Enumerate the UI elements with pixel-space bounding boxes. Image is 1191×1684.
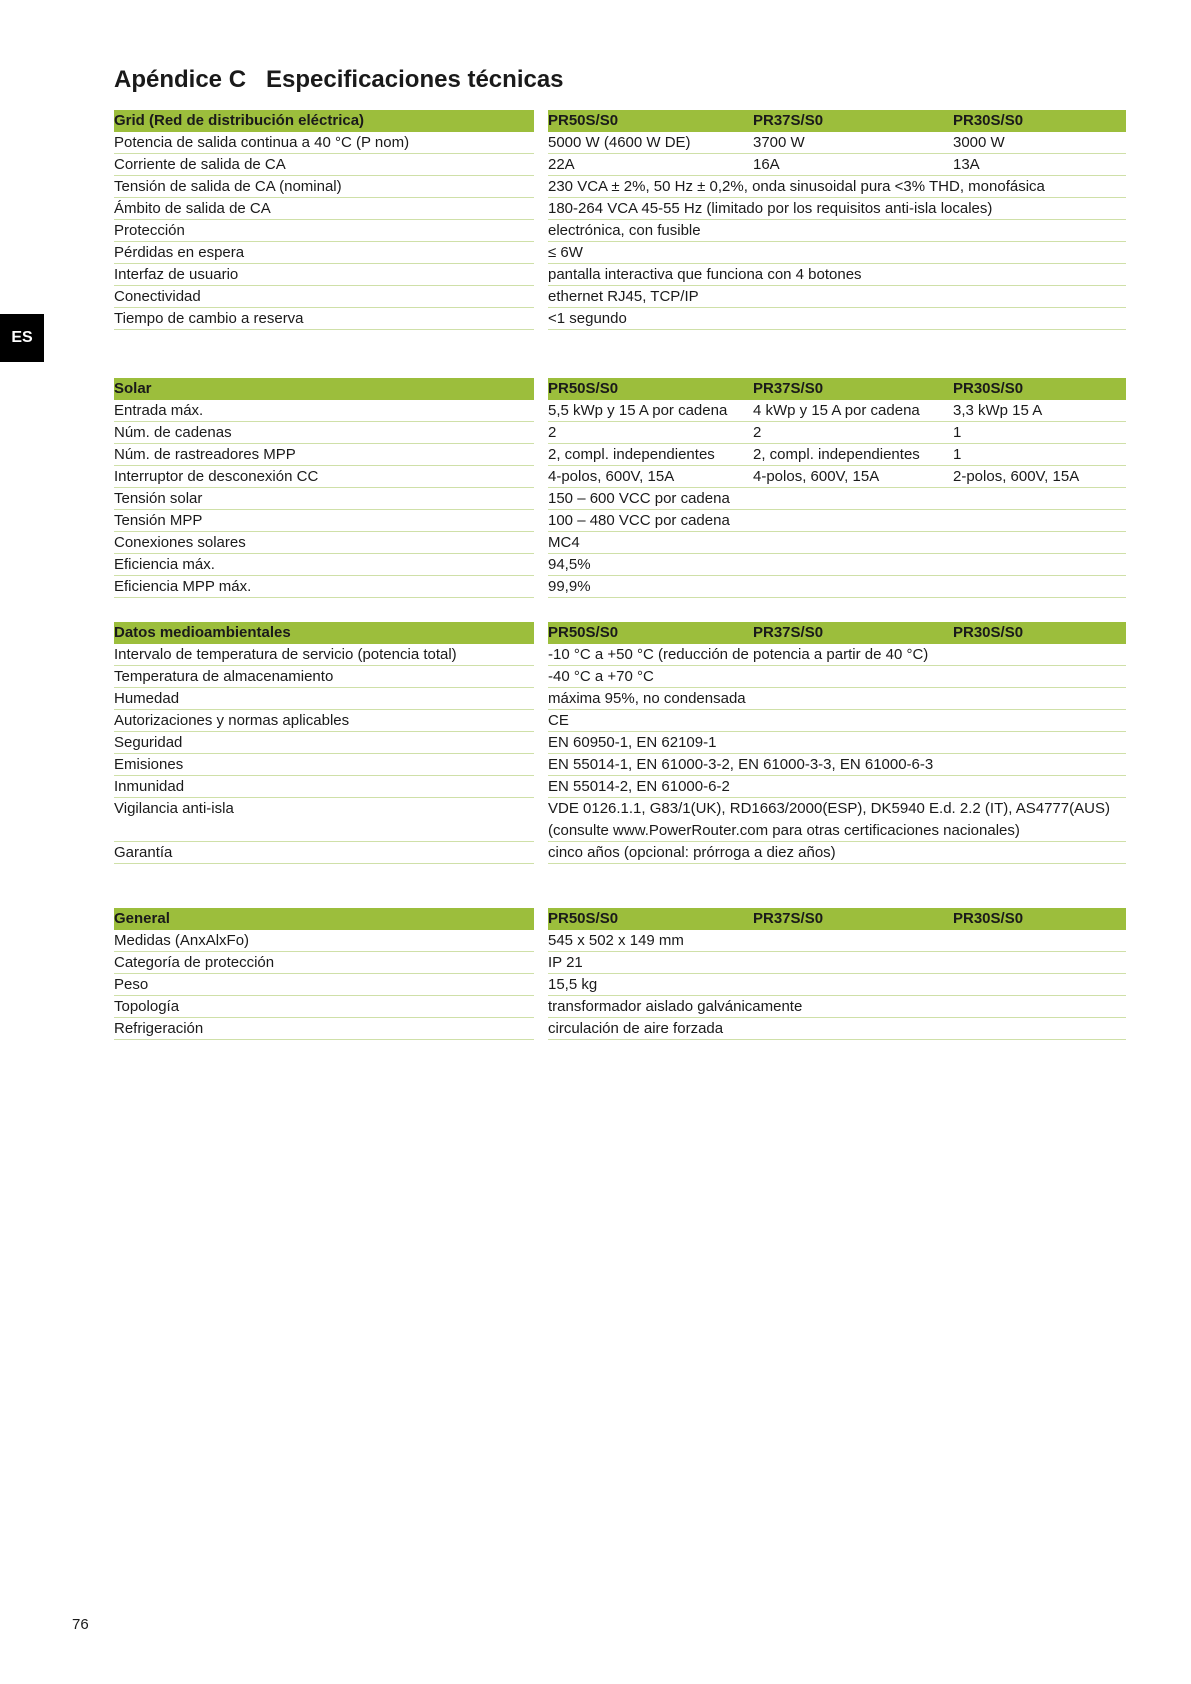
- cell-all-models: 100 – 480 VCC por cadena: [548, 512, 730, 529]
- table-row: [114, 444, 1126, 466]
- row-label: Pérdidas en espera: [114, 242, 534, 264]
- cell-all-models: circulación de aire forzada: [548, 1020, 724, 1037]
- cell-all-models: 545 x 502 x 149 mm: [548, 932, 684, 949]
- cell-pr30: 3000 W: [953, 134, 1005, 151]
- section-title: Grid (Red de distribución eléctrica): [114, 110, 534, 132]
- cell-pr37: 2: [753, 424, 762, 441]
- cell-pr50: 5000 W (4600 W DE): [548, 134, 691, 151]
- cell-pr37: 2, compl. independientes: [753, 446, 920, 463]
- cell-all-models: 230 VCA ± 2%, 50 Hz ± 0,2%, onda sinusoidal pura <3% THD, monofásica: [548, 178, 1045, 195]
- table-row: [114, 400, 1126, 422]
- language-tab: ES: [0, 314, 44, 362]
- table-row: [114, 576, 1126, 598]
- cell-all-models: cinco años (opcional: prórroga a diez años): [548, 844, 836, 861]
- table-header: [114, 110, 1126, 132]
- section-title: Datos medioambientales: [114, 622, 534, 644]
- cell-all-models: 99,9%: [548, 578, 591, 595]
- table-row: [114, 842, 1126, 864]
- table-header: [114, 622, 1126, 644]
- row-label: Núm. de rastreadores MPP: [114, 444, 534, 466]
- cell-pr37: 4 kWp y 15 A por cadena: [753, 402, 920, 419]
- cell-all-models: -40 °C a +70 °C: [548, 668, 654, 685]
- cell-all-models: 94,5%: [548, 556, 591, 573]
- row-label: Conectividad: [114, 286, 534, 308]
- cell-all-models: pantalla interactiva que funciona con 4 botones: [548, 266, 862, 283]
- row-label: Potencia de salida continua a 40 °C (P nom): [114, 132, 534, 154]
- row-label: Autorizaciones y normas aplicables: [114, 710, 534, 732]
- cell-pr30: 1: [953, 424, 962, 441]
- row-label: Garantía: [114, 842, 534, 864]
- table-row: [114, 930, 1126, 952]
- table-row: [114, 220, 1126, 242]
- cell-pr50: 4-polos, 600V, 15A: [548, 468, 675, 485]
- cell-all-models: EN 60950-1, EN 62109-1: [548, 734, 717, 751]
- row-label-empty: [114, 820, 534, 842]
- cell-pr37: 16A: [753, 156, 780, 173]
- row-label: Tensión de salida de CA (nominal): [114, 176, 534, 198]
- table-row: [114, 996, 1126, 1018]
- row-label: Tensión MPP: [114, 510, 534, 532]
- table-header: [114, 378, 1126, 400]
- environment-spec-table: [114, 622, 1126, 864]
- cell-all-models: transformador aislado galvánicamente: [548, 998, 803, 1015]
- col-pr30: PR30S/S0: [953, 112, 1024, 129]
- table-row-continuation: [114, 820, 1126, 842]
- table-row: [114, 466, 1126, 488]
- table-row: [114, 710, 1126, 732]
- table-row: [114, 242, 1126, 264]
- table-row: [114, 132, 1126, 154]
- table-header: [114, 908, 1126, 930]
- row-label: Vigilancia anti-isla: [114, 800, 234, 817]
- title-appendix: Apéndice C: [114, 66, 247, 93]
- table-row: [114, 666, 1126, 688]
- cell-all-models: 150 – 600 VCC por cadena: [548, 490, 730, 507]
- table-row: [114, 422, 1126, 444]
- cell-pr30: 13A: [953, 156, 980, 173]
- table-row: [114, 952, 1126, 974]
- row-label: Intervalo de temperatura de servicio (potencia total): [114, 644, 534, 666]
- row-label: Eficiencia máx.: [114, 554, 534, 576]
- row-label: Interfaz de usuario: [114, 264, 534, 286]
- cell-all-models: -10 °C a +50 °C (reducción de potencia a partir de 40 °C): [548, 646, 929, 663]
- table-row: [114, 798, 1126, 820]
- cell-all-models: ≤ 6W: [548, 244, 583, 261]
- solar-spec-table: [114, 378, 1126, 598]
- cell-pr30: 3,3 kWp 15 A: [953, 402, 1043, 419]
- col-pr37: PR37S/S0: [753, 380, 824, 397]
- cell-all-models: 180-264 VCA 45-55 Hz (limitado por los requisitos anti-isla locales): [548, 200, 993, 217]
- row-label: Humedad: [114, 688, 534, 710]
- col-pr50: PR50S/S0: [548, 380, 619, 397]
- table-row: [114, 554, 1126, 576]
- row-label: Protección: [114, 220, 534, 242]
- cell-all-models: ethernet RJ45, TCP/IP: [548, 288, 699, 305]
- table-row: [114, 688, 1126, 710]
- cell-all-models: electrónica, con fusible: [548, 222, 701, 239]
- row-label: Categoría de protección: [114, 952, 534, 974]
- table-row: [114, 974, 1126, 996]
- cell-pr50: 2: [548, 424, 557, 441]
- table-row: [114, 732, 1126, 754]
- cell-pr37: 4-polos, 600V, 15A: [753, 468, 880, 485]
- title-topic: Especificaciones técnicas: [266, 66, 564, 93]
- cell-all-models: máxima 95%, no condensada: [548, 690, 746, 707]
- table-row: [114, 488, 1126, 510]
- row-label: Tensión solar: [114, 488, 534, 510]
- row-label: Seguridad: [114, 732, 534, 754]
- row-label: Temperatura de almacenamiento: [114, 666, 534, 688]
- col-pr50: PR50S/S0: [548, 910, 619, 927]
- page-title: [114, 66, 564, 94]
- cell-all-models: MC4: [548, 534, 580, 551]
- table-row: [114, 510, 1126, 532]
- table-row: [114, 308, 1126, 330]
- col-pr30: PR30S/S0: [953, 910, 1024, 927]
- cell-pr50: 5,5 kWp y 15 A por cadena: [548, 402, 728, 419]
- col-pr37: PR37S/S0: [753, 112, 824, 129]
- row-label: Eficiencia MPP máx.: [114, 576, 534, 598]
- page-number: 76: [72, 1616, 89, 1633]
- cell-all-models: IP 21: [548, 954, 583, 971]
- row-label: Ámbito de salida de CA: [114, 198, 534, 220]
- col-pr50: PR50S/S0: [548, 112, 619, 129]
- cell-all-models: <1 segundo: [548, 310, 627, 327]
- row-label: Núm. de cadenas: [114, 422, 534, 444]
- cell-all-models: VDE 0126.1.1, G83/1(UK), RD1663/2000(ESP), DK5940 E.d. 2.2 (IT), AS4777(AUS): [548, 800, 1110, 817]
- grid-spec-table: [114, 110, 1126, 330]
- cell-all-models-note: (consulte www.PowerRouter.com para otras certificaciones nacionales): [548, 822, 1020, 839]
- row-label: Topología: [114, 996, 534, 1018]
- col-pr30: PR30S/S0: [953, 624, 1024, 641]
- table-row: [114, 264, 1126, 286]
- table-row: [114, 776, 1126, 798]
- table-row: [114, 644, 1126, 666]
- cell-all-models: EN 55014-1, EN 61000-3-2, EN 61000-3-3, EN 61000-6-3: [548, 756, 934, 773]
- row-label: Emisiones: [114, 754, 534, 776]
- table-row: [114, 286, 1126, 308]
- col-pr30: PR30S/S0: [953, 380, 1024, 397]
- cell-all-models: CE: [548, 712, 569, 729]
- col-pr37: PR37S/S0: [753, 624, 824, 641]
- section-title: General: [114, 908, 534, 930]
- cell-pr50: 22A: [548, 156, 575, 173]
- table-row: [114, 154, 1126, 176]
- table-row: [114, 754, 1126, 776]
- col-pr50: PR50S/S0: [548, 624, 619, 641]
- table-row: [114, 176, 1126, 198]
- row-label: Corriente de salida de CA: [114, 154, 534, 176]
- cell-all-models: 15,5 kg: [548, 976, 598, 993]
- row-label: Inmunidad: [114, 776, 534, 798]
- row-label: Peso: [114, 974, 534, 996]
- cell-pr30: 2-polos, 600V, 15A: [953, 468, 1080, 485]
- row-label: Medidas (AnxAlxFo): [114, 930, 534, 952]
- general-spec-table: [114, 908, 1126, 1040]
- table-row: [114, 1018, 1126, 1040]
- cell-pr50: 2, compl. independientes: [548, 446, 715, 463]
- row-label: Interruptor de desconexión CC: [114, 466, 534, 488]
- cell-pr30: 1: [953, 446, 962, 463]
- row-label: Tiempo de cambio a reserva: [114, 308, 534, 330]
- row-label: Refrigeración: [114, 1018, 534, 1040]
- row-label: Entrada máx.: [114, 400, 534, 422]
- table-row: [114, 532, 1126, 554]
- cell-pr37: 3700 W: [753, 134, 805, 151]
- section-title: Solar: [114, 378, 534, 400]
- row-label: Conexiones solares: [114, 532, 534, 554]
- col-pr37: PR37S/S0: [753, 910, 824, 927]
- cell-all-models: EN 55014-2, EN 61000-6-2: [548, 778, 730, 795]
- table-row: [114, 198, 1126, 220]
